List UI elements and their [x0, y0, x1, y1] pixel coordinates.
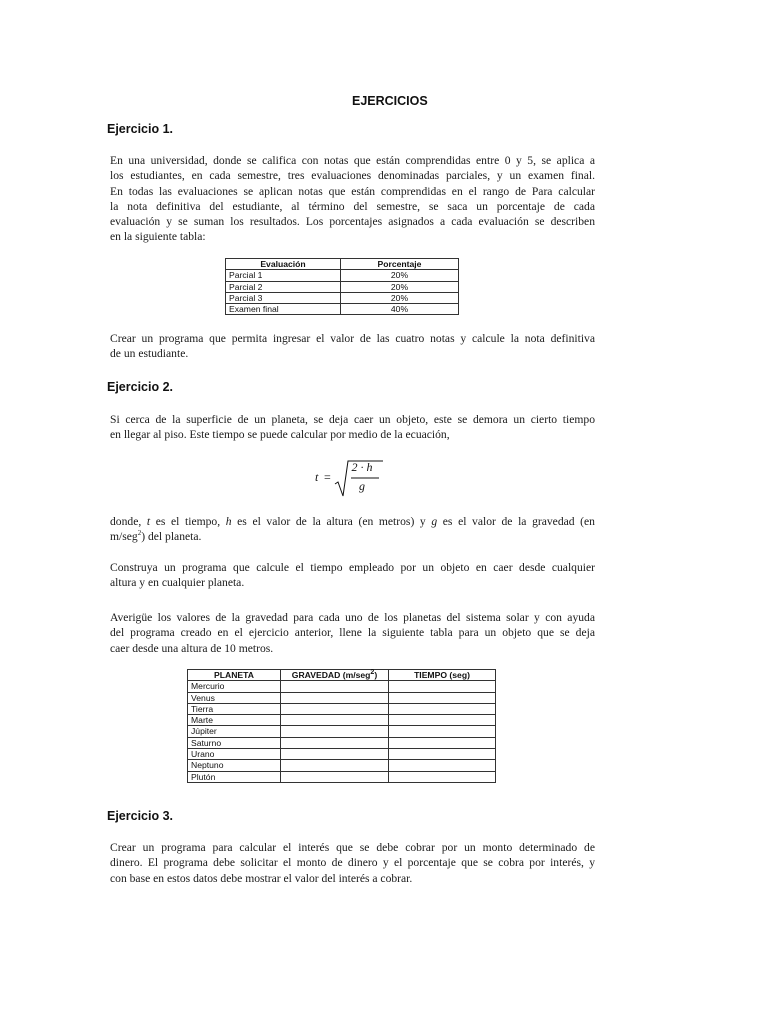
text-line: Averigüe los valores de la gravedad para cada uno de los planetas del sistema solar y con ayuda: [110, 611, 595, 624]
text-line: los estudiantes, en cada semestre, tres evaluaciones denominadas parciales, y un examen final.: [110, 169, 595, 183]
text: m/seg: [110, 530, 138, 544]
percentage-cell: 20%: [341, 270, 459, 281]
page-title: EJERCICIOS: [352, 94, 428, 108]
table-row: [188, 715, 496, 726]
table-row: [188, 703, 496, 714]
text-line: del programa creado en el ejercicio anterior, llene la siguiente tabla para un objeto que se deja: [110, 626, 595, 640]
evaluation-cell: Parcial 3: [226, 292, 341, 303]
exercise-2-where: [110, 514, 595, 545]
text-line: con base en estos datos debe mostrar el valor del interés a cobrar.: [110, 871, 413, 885]
time-cell: [389, 715, 496, 726]
text: ) del planeta.: [141, 530, 202, 544]
text-line: Si cerca de la superficie de un planeta, se deja caer un objeto, este se demora un cierto tiempo: [110, 413, 595, 426]
text-line: En todas las evaluaciones se aplican notas que están comprendidas en el rango de Para calcular: [110, 184, 595, 198]
text-line: caer desde una altura de 10 metros.: [110, 641, 274, 655]
table-row: [188, 771, 496, 782]
formula-denominator: g: [359, 479, 365, 493]
superscript: 2: [370, 669, 375, 677]
exercise-2-title: Ejercicio 2.: [107, 380, 174, 394]
gravity-cell: [281, 715, 389, 726]
text-line: en llegar al piso. Este tiempo se puede calcular por medio de la ecuación,: [110, 428, 450, 442]
text: donde,: [110, 515, 147, 528]
text-line: dinero. El programa debe solicitar el monto de dinero y el porcentaje que se cobra por interés, y: [110, 856, 595, 870]
var-t: t: [146, 515, 151, 528]
evaluation-table: [225, 258, 459, 315]
text-line: Crear un programa que permita ingresar el valor de las cuatro notas y calcule la nota definitiva: [110, 332, 595, 345]
exercise-2-intro: [110, 412, 595, 443]
text-line: [110, 529, 595, 544]
formula-numerator: 2 · h: [351, 460, 373, 474]
var-g: g: [431, 515, 438, 528]
time-cell: [389, 681, 496, 692]
planet-cell: Júpiter: [188, 726, 281, 737]
superscript: 2: [137, 529, 142, 538]
table-row: [188, 760, 496, 771]
planet-cell: Neptuno: [188, 760, 281, 771]
exercise-1-title: Ejercicio 1.: [107, 122, 174, 136]
gravity-cell: [281, 692, 389, 703]
text-line: [110, 514, 595, 529]
evaluation-cell: Examen final: [226, 304, 341, 315]
evaluation-cell: Parcial 2: [226, 281, 341, 292]
table-row: [226, 292, 459, 303]
gravity-cell: [281, 681, 389, 692]
table-row: [188, 749, 496, 760]
table-row: [226, 281, 459, 292]
evaluation-header: Evaluación: [226, 259, 341, 270]
gravity-cell: [281, 737, 389, 748]
planets-table: [187, 669, 496, 783]
formula-equals: =: [324, 470, 331, 484]
gravity-cell: [281, 760, 389, 771]
text-line: En una universidad, donde se califica con notas que están comprendidas entre 0 y 5, se aplica a: [110, 154, 595, 167]
table-row: [188, 692, 496, 703]
text-line: de un estudiante.: [110, 347, 189, 361]
exercise-3-text: [110, 840, 595, 886]
gravity-cell: [281, 726, 389, 737]
planet-cell: Saturno: [188, 737, 281, 748]
time-cell: [389, 771, 496, 782]
exercise-1-task: [110, 331, 595, 362]
text: es el valor de la altura (en metros) y: [231, 515, 432, 528]
exercise-3-title: Ejercicio 3.: [107, 809, 174, 823]
time-cell: [389, 749, 496, 760]
table-row: [188, 737, 496, 748]
planet-cell: Tierra: [188, 703, 281, 714]
planet-cell: Plutón: [188, 771, 281, 782]
var-h: h: [225, 515, 232, 528]
time-header: TIEMPO (seg): [389, 670, 496, 681]
table-row: [188, 681, 496, 692]
planet-cell: Mercurio: [188, 681, 281, 692]
exercise-2-task-2: [110, 610, 595, 656]
text-line: Construya un programa que calcule el tiempo empleado por un objeto en caer desde cualquier: [110, 561, 595, 574]
gravity-header: [281, 670, 389, 681]
planet-header: PLANETA: [188, 670, 281, 681]
gravity-cell: [281, 749, 389, 760]
time-cell: [389, 703, 496, 714]
planet-cell: Urano: [188, 749, 281, 760]
table-row: [226, 270, 459, 281]
text: GRAVEDAD (m/seg: [291, 670, 371, 680]
planet-cell: Marte: [188, 715, 281, 726]
time-cell: [389, 737, 496, 748]
text: ): [374, 670, 378, 680]
exercise-1-intro: [110, 153, 595, 245]
gravity-cell: [281, 771, 389, 782]
formula-lhs: t: [315, 470, 319, 484]
percentage-cell: 20%: [341, 281, 459, 292]
text-line: evaluación y se suman los resultados. Los porcentajes asignados a cada evaluación se describen: [110, 215, 595, 229]
time-cell: [389, 692, 496, 703]
table-row: [226, 304, 459, 315]
table-row: [188, 726, 496, 737]
text-line: la nota definitiva del estudiante, al término del semestre, se saca un porcentaje de cada: [110, 199, 595, 213]
percentage-cell: 40%: [341, 304, 459, 315]
time-formula: [315, 458, 385, 498]
text-line: Crear un programa para calcular el interés que se debe cobrar por un monto determinado de: [110, 841, 595, 854]
time-cell: [389, 760, 496, 771]
text: es el tiempo,: [150, 515, 226, 528]
percentage-cell: 20%: [341, 292, 459, 303]
text: es el valor de la gravedad (en: [437, 515, 595, 528]
evaluation-cell: Parcial 1: [226, 270, 341, 281]
time-cell: [389, 726, 496, 737]
planet-cell: Venus: [188, 692, 281, 703]
exercise-2-task: [110, 560, 595, 591]
text-line: en la siguiente tabla:: [110, 230, 206, 244]
gravity-cell: [281, 703, 389, 714]
text-line: altura y en cualquier planeta.: [110, 576, 245, 590]
percentage-header: Porcentaje: [341, 259, 459, 270]
